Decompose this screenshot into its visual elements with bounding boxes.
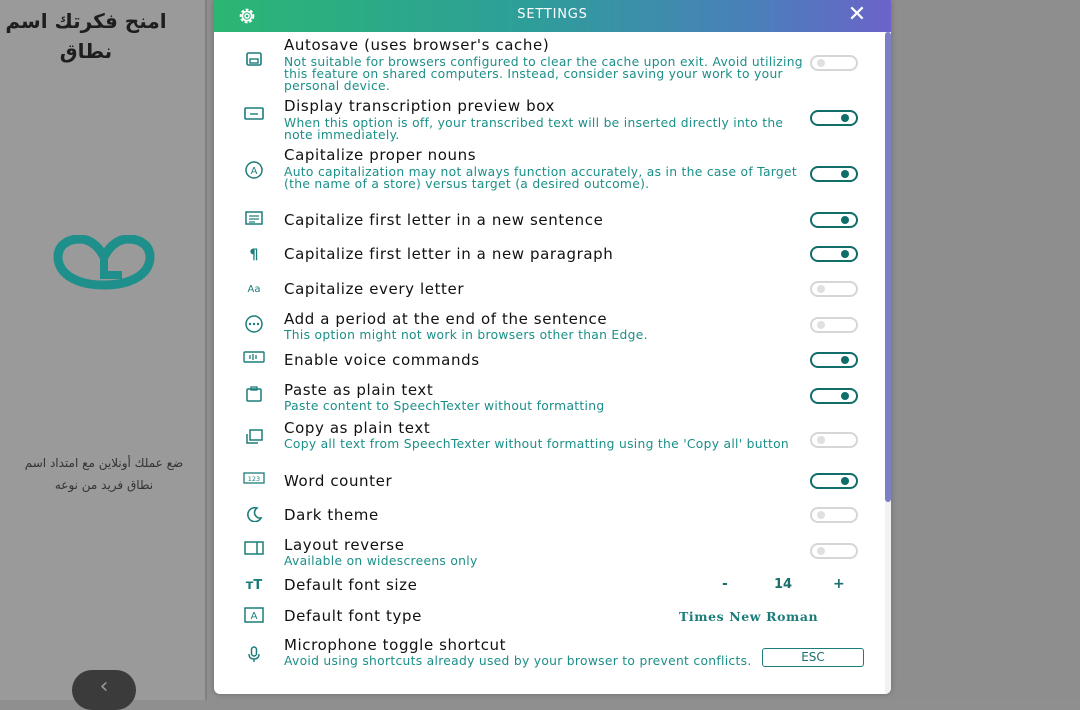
toggle-knob (817, 59, 825, 67)
new-paragraph-toggle[interactable] (810, 246, 858, 262)
svg-text:A: A (250, 166, 258, 177)
setting-every-letter (214, 280, 884, 304)
toggle-knob (841, 216, 849, 224)
toggle-knob (817, 511, 825, 519)
dimmed-background (892, 0, 1080, 700)
setting-label: Copy as plain text (284, 419, 431, 437)
font-size-decrease-button[interactable]: - (722, 576, 728, 592)
voice-command-icon (242, 351, 266, 371)
clipboard-icon (242, 386, 266, 406)
shortcut-key-button[interactable]: ESC (762, 648, 864, 667)
copy-icon (242, 429, 266, 449)
setting-autosave (214, 36, 884, 94)
layout-reverse-toggle[interactable] (810, 543, 858, 559)
toggle-knob (817, 285, 825, 293)
font-type-icon (242, 607, 266, 627)
scrollbar-thumb[interactable] (885, 32, 891, 502)
setting-label: Default font type (284, 607, 422, 625)
preview-box-icon (242, 107, 266, 127)
setting-font-size (214, 576, 884, 600)
setting-description: Copy all text from SpeechTexter without formatting using the 'Copy all' button (284, 437, 790, 451)
setting-label: Capitalize proper nouns (284, 146, 477, 164)
pilcrow-icon: ¶ (249, 247, 259, 263)
microphone-icon (242, 646, 266, 666)
font-size-increase-button[interactable]: + (833, 576, 845, 592)
setting-paste-plain (214, 381, 884, 415)
font-size-icon: ᴛT (245, 578, 263, 593)
setting-description: When this option is off, your transcribed text will be inserted directly into the note immediately. (284, 116, 784, 142)
voice-commands-toggle[interactable] (810, 352, 858, 368)
setting-label: Capitalize first letter in a new paragraph (284, 245, 614, 263)
dots-circle-icon (242, 315, 266, 335)
setting-label: Display transcription preview box (284, 97, 556, 115)
setting-label: Enable voice commands (284, 351, 480, 369)
toggle-knob (817, 547, 825, 555)
setting-label: Word counter (284, 472, 393, 490)
new-sentence-toggle[interactable] (810, 212, 858, 228)
toggle-knob (841, 356, 849, 364)
save-icon (242, 52, 266, 72)
setting-proper-nouns (214, 146, 884, 204)
setting-new-paragraph (214, 245, 884, 269)
settings-title: SETTINGS (517, 7, 588, 22)
text-lines-icon (242, 211, 266, 231)
layout-reverse-icon (242, 541, 266, 561)
setting-mic-shortcut (214, 636, 884, 682)
setting-label: Dark theme (284, 506, 379, 524)
toggle-knob (841, 250, 849, 258)
proper-nouns-toggle[interactable] (810, 166, 858, 182)
capital-a-circle-icon (242, 161, 266, 181)
setting-word-counter (214, 472, 884, 496)
dark-theme-toggle[interactable] (810, 507, 858, 523)
setting-add-period (214, 310, 884, 344)
setting-label: Default font size (284, 576, 418, 594)
setting-label: Layout reverse (284, 536, 405, 554)
setting-description: Avoid using shortcuts already used by your browser to prevent conflicts. (284, 654, 752, 668)
setting-description: Not suitable for browsers configured to clear the cache upon exit. Avoid utilizing this feature on shared computers. Instead, consider saving your work to your personal device. (284, 55, 803, 93)
svg-text:A: A (250, 611, 258, 622)
toggle-knob (841, 477, 849, 485)
ad-description: ضع عملك أونلاين مع امتداد اسم نطاق فريد من نوعه (24, 456, 184, 492)
setting-layout-reverse (214, 536, 884, 570)
toggle-knob (817, 436, 825, 444)
setting-label: Capitalize first letter in a new sentence (284, 211, 604, 229)
add-period-toggle[interactable] (810, 317, 858, 333)
setting-label: Capitalize every letter (284, 280, 465, 298)
setting-voice-commands (214, 351, 884, 375)
preview-box-toggle[interactable] (810, 110, 858, 126)
counter-123-icon (242, 472, 266, 492)
copy-plain-toggle[interactable] (810, 432, 858, 448)
setting-description: Available on widescreens only (284, 554, 478, 568)
domain-logo-icon (52, 235, 156, 291)
setting-description: Auto capitalization may not always function accurately, as in the case of Target (the name of a store) versus target (a desired outcome). (284, 165, 798, 191)
gear-icon (236, 5, 258, 27)
autosave-toggle[interactable] (810, 55, 858, 71)
setting-font-type (214, 607, 884, 631)
setting-label: Microphone toggle shortcut (284, 636, 507, 654)
setting-label: Paste as plain text (284, 381, 434, 399)
setting-copy-plain (214, 419, 884, 465)
paste-plain-toggle[interactable] (810, 388, 858, 404)
settings-dialog (214, 0, 891, 694)
toggle-knob (817, 321, 825, 329)
toggle-knob (841, 392, 849, 400)
ad-panel (0, 0, 207, 700)
prev-arrow-button[interactable]: ‹ (72, 670, 136, 710)
font-case-icon: Aa (247, 284, 261, 295)
every-letter-toggle[interactable] (810, 281, 858, 297)
setting-preview-box (214, 97, 884, 143)
setting-description: This option might not work in browsers other than Edge. (284, 328, 648, 342)
setting-description: Paste content to SpeechTexter without formatting (284, 399, 605, 413)
word-counter-toggle[interactable] (810, 473, 858, 489)
close-button[interactable]: ✕ (847, 2, 867, 27)
moon-icon (242, 506, 266, 526)
panel-divider (205, 0, 207, 700)
toggle-knob (841, 170, 849, 178)
font-size-value: 14 (774, 577, 793, 592)
setting-new-sentence (214, 211, 884, 235)
setting-label: Autosave (uses browser's cache) (284, 36, 550, 54)
font-type-select[interactable]: Times New Roman (679, 609, 819, 624)
ad-title: امنح فكرتك اسم نطاق (5, 9, 167, 63)
setting-dark-theme (214, 506, 884, 530)
setting-label: Add a period at the end of the sentence (284, 310, 608, 328)
svg-text:123: 123 (247, 475, 261, 483)
toggle-knob (841, 114, 849, 122)
